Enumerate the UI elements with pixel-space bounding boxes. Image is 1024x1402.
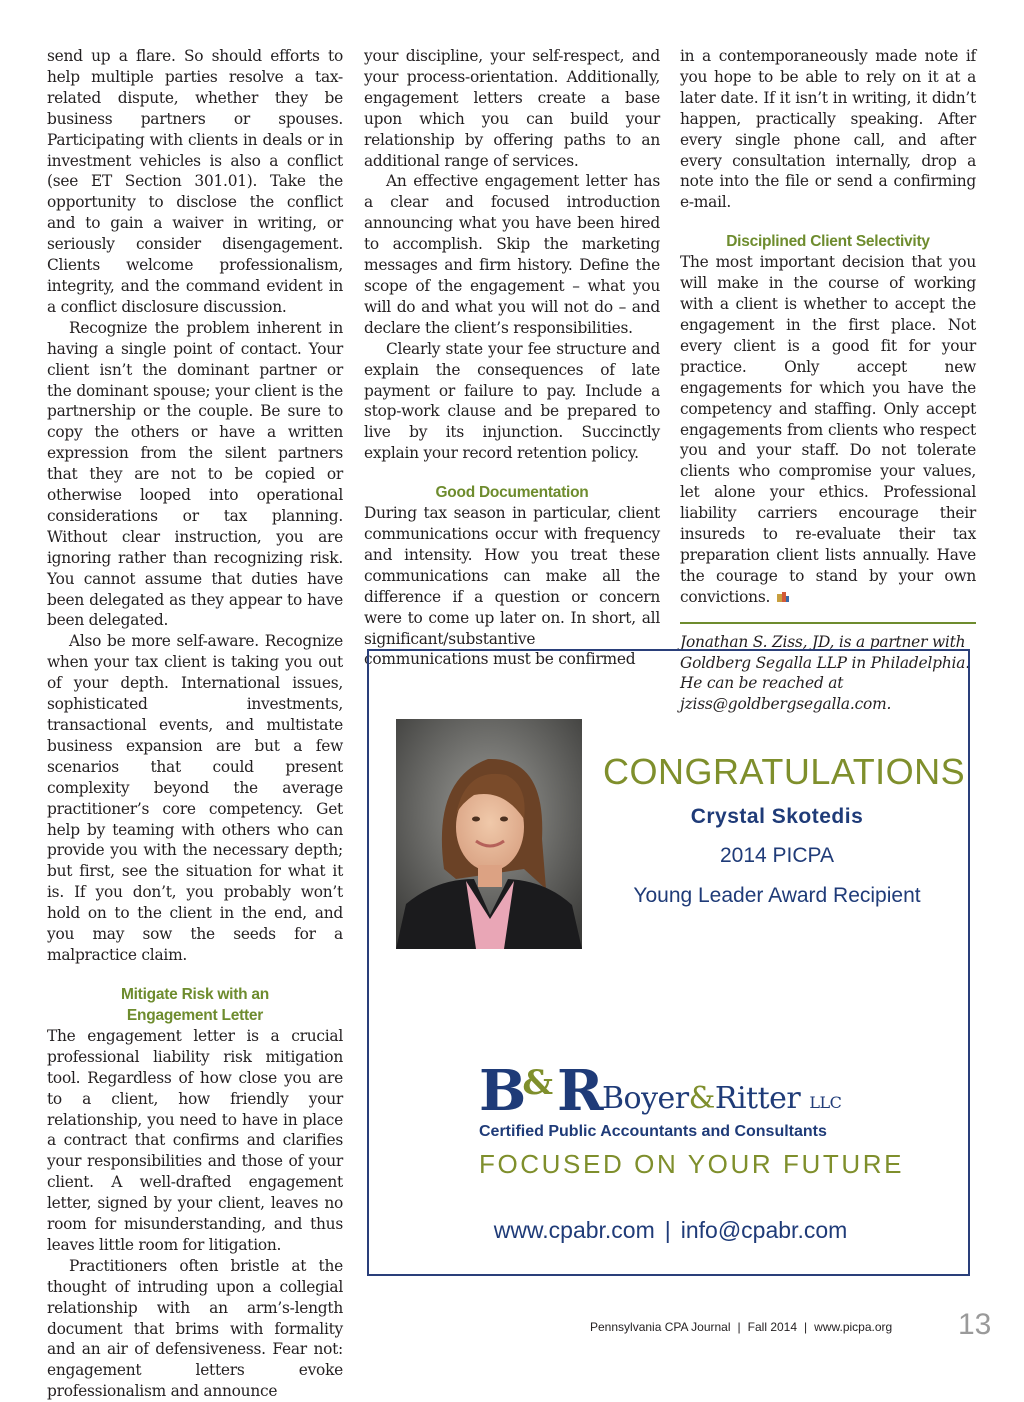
bio-divider	[680, 622, 976, 624]
paragraph: Also be more self-aware. Recognize when your tax client is taking you out of your depth. International issues, sophisticated investments, transactional events, and multistate business expansion are but a few scenarios that could present complexity beyond the average practitioner’s core competency. Get help by teaming with others who can provide you with the necessary depth; but first, see the situation for what it is. If you don’t, you probably won’t hold on to the client in the end, and you may sow the seeds for a malpractice claim.	[47, 632, 343, 964]
heading-line: Mitigate Risk with an	[120, 985, 270, 1003]
footer-website-link[interactable]: www.picpa.org	[814, 1320, 893, 1334]
ad-website-link[interactable]: www.cpabr.com	[493, 1217, 655, 1243]
section-heading-good-documentation: Good Documentation	[435, 484, 589, 502]
congratulations-heading: CONGRATULATIONS	[603, 751, 966, 792]
logo-letter-r: R	[557, 1058, 598, 1124]
firm-name-ampersand: &	[688, 1081, 715, 1116]
heading-line: Engagement Letter	[126, 1006, 264, 1024]
portrait-image	[396, 719, 582, 949]
article-column-2	[364, 46, 660, 670]
award-title: Young Leader Award Recipient	[633, 884, 921, 907]
section-heading-client-selectivity: Disciplined Client Selectivity	[726, 233, 930, 251]
firm-name-part: Boyer	[602, 1081, 689, 1116]
contact-separator: |	[664, 1217, 671, 1243]
page-number: 13	[958, 1308, 992, 1341]
boyer-ritter-advertisement	[367, 649, 970, 1276]
firm-name	[602, 1081, 841, 1116]
issue-label: Fall 2014	[747, 1320, 798, 1334]
ad-contact-line	[369, 1217, 972, 1244]
author-bio: Jonathan S. Ziss, JD, is a partner with Goldberg Segalla LLP in Philadelphia. He can be reached at jziss@goldbergsegalla.com.	[680, 632, 970, 714]
page-footer	[590, 1320, 892, 1334]
br-logo-mark	[479, 1058, 598, 1129]
logo-letter-b: B	[479, 1058, 521, 1124]
journal-name: Pennsylvania CPA Journal	[590, 1320, 731, 1334]
award-year: 2014 PICPA	[719, 844, 834, 867]
article-column-3	[680, 46, 976, 715]
paragraph: Clearly state your fee structure and explain the consequences of late payment or failure to pay. Include a stop-work clause and be prepared to live by its injunction. Succinctly explain your record retention policy.	[364, 339, 660, 463]
article-column-1	[47, 46, 343, 1402]
portrait-photo	[396, 719, 582, 949]
firm-tagline: Certified Public Accountants and Consultants	[479, 1123, 827, 1140]
ad-email-link[interactable]: info@cpabr.com	[680, 1217, 848, 1243]
paragraph-final	[680, 252, 976, 607]
paragraph: Practitioners often bristle at the thought of intruding upon a collegial relationship with an arm’s-length document that brims with formality and an air of defensiveness. Fear not: engagement letters evoke professionalism and announce	[47, 1256, 343, 1401]
logo-ampersand: &	[522, 1063, 554, 1103]
paragraph: in a contemporaneously made note if you hope to be able to rely on it at a later date. If it isn’t in writing, it didn’t happen, practically speaking. After every single phone call, and after every consultation internally, drop a note into the file or send a confirming e-mail.	[680, 47, 976, 212]
honoree-name: Crystal Skotedis	[690, 805, 864, 828]
paragraph: send up a flare. So should efforts to help multiple parties resolve a tax-related dispute, whether they be business partners or spouses. Participating with clients in deals or in investment vehicles is also a conflict (see ET Section 301.01). Take the opportunity to disclose the conflict and to gain a waiver in writing, or seriously consider disengagement. Clients welcome professionalism, integrity, and the command evident in a conflict disclosure discussion.	[47, 47, 343, 316]
firm-slogan: FOCUSED ON YOUR FUTURE	[479, 1149, 905, 1179]
footer-separator: |	[737, 1320, 741, 1334]
firm-name-part: Ritter	[714, 1081, 801, 1116]
paragraph: Recognize the problem inherent in having a single point of contact. Your client isn’t the dominant partner or the dominant spouse; your client is the partnership or the couple. Be sure to copy the others or have a written expression from the silent partners that they are not to be copied or otherwise looped into operational considerations or tax planning. Without clear instruction, you are ignoring rather than recognizing risk. You cannot assume that duties have been delegated as they appear to have been delegated.	[47, 318, 343, 630]
paragraph: An effective engagement letter has a clear and focused introduction announcing what you have been hired to accomplish. Skip the marketing messages and firm history. Define the scope of the engagement – what you will do and what you will not do – and declare the client’s responsibilities.	[364, 172, 660, 337]
section-heading-mitigate-risk	[47, 984, 343, 1026]
paragraph: The engagement letter is a crucial professional liability risk mitigation tool. Regardless of how close you are to a client, how friendly your relationship, you need to have in place a contract that confirms and clarifies your responsibilities and those of your client. A well-drafted engagement letter, signed by your client, leaves no room for misunderstanding, and thus leaves little room for litigation.	[47, 1026, 343, 1254]
firm-suffix: LLC	[809, 1093, 842, 1112]
paragraph: your discipline, your self-respect, and your process-orientation. Additionally, engagement letters create a base upon which you can build your relationship by offering paths to an additional range of services.	[364, 47, 660, 170]
paragraph: During tax season in particular, client communications occur with frequency and intensity. How you treat these communications can make all the difference if a question or concern were to come up later on. In short, all significant/substantive communications must be confirmed	[364, 504, 660, 669]
footer-separator: |	[804, 1320, 808, 1334]
paragraph-text: The most important decision that you will make in the course of working with a client is whether to accept the engagement in the first place. Not every client is a good fit for your practice. Only accept new engagements for which you have the competency and staffing. Only accept engagements from clients who respect you and your staff. Do not tolerate clients who compromise your values, let alone your ethics. Professional liability carriers encourage their insureds to re-evaluate their tax preparation client lists annually. Have the courage to stand by your own convictions.	[680, 253, 976, 606]
end-of-article-icon	[776, 591, 790, 603]
